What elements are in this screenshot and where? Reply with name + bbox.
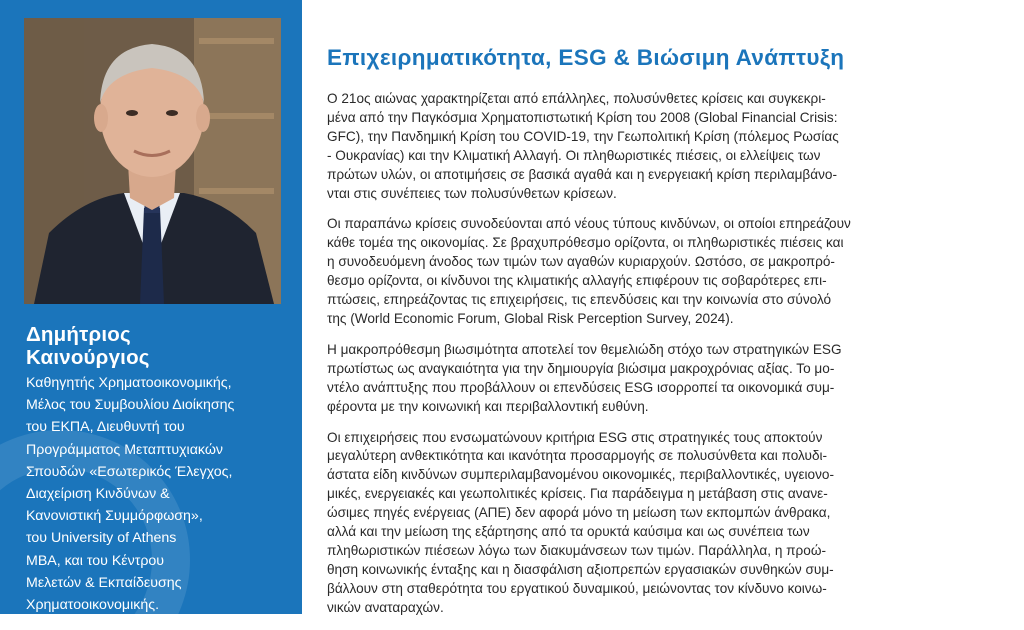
bio-line: Μελετών & Εκπαίδευσης (26, 574, 182, 591)
paragraph-line: φέροντα με την κοινωνική και περιβαλλοντική ευθύνη. (327, 398, 649, 414)
paragraph-line: της (World Economic Forum, Global Risk Perception Survey, 2024). (327, 310, 734, 326)
paragraph-line: βάλλουν στη σταθερότητα του εργατικού δυναμικού, μειώνοντας τον κίνδυνο κοινω- (327, 580, 827, 596)
paragraph-line: πληθωριστικών πιέσεων λόγω των διακυμάνσεων των τιμών. Παράλληλα, η προώ- (327, 542, 826, 558)
author-first-name: Δημήτριος (26, 323, 131, 346)
paragraph-line: η συνοδευόμενη άνοδος των τιμών των αγαθών κυριαρχούν. Ωστόσο, σε μακροπρό- (327, 254, 835, 270)
paragraph-line: θηση κοινωνικής ένταξης και η διασφάλιση αξιοπρεπών εργασιακών συνθηκών συμ- (327, 561, 834, 577)
bio-line: Προγράμματος Μεταπτυχιακών (26, 441, 223, 458)
paragraph-line: άστατα είδη κινδύνων συμπεριλαμβανομένου οικονομικές, περιβαλλοντικές, υγειονο- (327, 467, 834, 483)
paragraph-line: ντέλο ανάπτυξης που προβάλλουν οι επενδύσεις ESG ισορροπεί τα οικονομικά συμ- (327, 379, 835, 395)
bio-line: Διαχείριση Κινδύνων & (26, 486, 170, 503)
paragraph-line: πτώσεις, επηρεάζοντας τις επιχειρήσεις, τις επενδύσεις και την κοινωνία στο σύνολό (327, 292, 832, 308)
article (327, 44, 977, 630)
bio-line: του ΕΚΠΑ, Διευθυντή του (26, 419, 185, 436)
paragraph-line: κάθε τομέα της οικονομίας. Σε βραχυπρόθεσμο ορίζοντα, οι πληθωριστικές πιέσεις και (327, 235, 844, 251)
paragraph-line: Οι παραπάνω κρίσεις συνοδεύονται από νέους τύπους κινδύνων, οι οποίοι επηρεάζουν (327, 216, 851, 232)
paragraph-line: - Ουκρανίας) και την Κλιματική Αλλαγή. Οι πληθωριστικές πιέσεις, οι ελλείψεις των (327, 147, 821, 163)
paragraph-line: ώσιμες πηγές ενέργειας (ΑΠΕ) δεν αφορά μόνο τη μείωση των εκπομπών άνθρακα, (327, 505, 831, 521)
author-last-name: Καινούργιος (26, 346, 150, 369)
author-photo (24, 18, 281, 304)
paragraph-line: πρωτίστως ως αναγκαιότητα για την δημιουργία βιώσιμα μακροχρόνιας αξίας. Το μο- (327, 360, 835, 376)
paragraph-line: Οι επιχειρήσεις που ενσωματώνουν κριτήρια ESG στις στρατηγικές τους αποκτούν (327, 429, 823, 445)
article-paragraph-2 (327, 215, 977, 328)
article-title: Επιχειρηματικότητα, ESG & Βιώσιμη Ανάπτυξη (327, 45, 845, 70)
paragraph-line: νικών αναταραχών. (327, 599, 444, 615)
paragraph-line: θεσμο ορίζοντα, οι κίνδυνοι της κλιματικής αλλαγής επιφέρουν τις σοβαρότερες επι- (327, 273, 827, 289)
paragraph-line: Η μακροπρόθεσμη βιωσιμότητα αποτελεί τον θεμελιώδη στόχο των στρατηγικών ESG (327, 341, 842, 357)
paragraph-line: GFC), την Πανδημική Κρίση του COVID-19, την Γεωπολιτική Κρίση (πόλεμος Ρωσίας (327, 128, 839, 144)
author-name (26, 323, 286, 369)
paragraph-line: μικές, ενεργειακές και γεωπολιτικές κρίσεις. Για παράδειγμα η μετάβαση στις ανανε- (327, 486, 828, 502)
article-paragraph-3 (327, 341, 977, 417)
bio-line: Μέλος του Συμβουλίου Διοίκησης (26, 397, 235, 414)
portrait-illustration (24, 18, 281, 304)
paragraph-line: μεγαλύτερη ανθεκτικότητα και ικανότητα προσαρμογής σε πολυσύνθετα και πολυδι- (327, 448, 828, 464)
author-bio (26, 372, 288, 614)
bio-line: του University of Athens (26, 530, 177, 547)
profile-sidebar (0, 0, 302, 614)
bio-line: MBA, και του Κέντρου (26, 552, 165, 569)
article-paragraph-1 (327, 90, 977, 203)
paragraph-line: μένα από την Παγκόσμια Χρηματοπιστωτική Κρίση του 2008 (Global Financial Crisis: (327, 109, 838, 125)
paragraph-line: αλλά και την μείωση της εξάρτησης από τα ορυκτά καύσιμα και ως συνέπεια των (327, 524, 810, 540)
bio-line: Σπουδών «Εσωτερικός Έλεγχος, (26, 463, 233, 480)
bio-line: Χρηματοοικονομικής. (26, 597, 160, 614)
paragraph-line: Ο 21ος αιώνας χαρακτηρίζεται από επάλληλες, πολυσύνθετες κρίσεις και συγκεκρι- (327, 91, 826, 106)
paragraph-line: πρώτων υλών, οι αποτιμήσεις σε βασικά αγαθά και η ενεργειακή κρίση περιλαμβάνο- (327, 166, 837, 182)
bio-line: Καθηγητής Χρηματοοικονομικής, (26, 375, 232, 391)
bio-line: Κανονιστική Συμμόρφωση», (26, 508, 203, 525)
paragraph-line: νται στις συνέπειες των πολυσύνθετων κρίσεων. (327, 185, 617, 201)
article-paragraph-4 (327, 429, 977, 618)
